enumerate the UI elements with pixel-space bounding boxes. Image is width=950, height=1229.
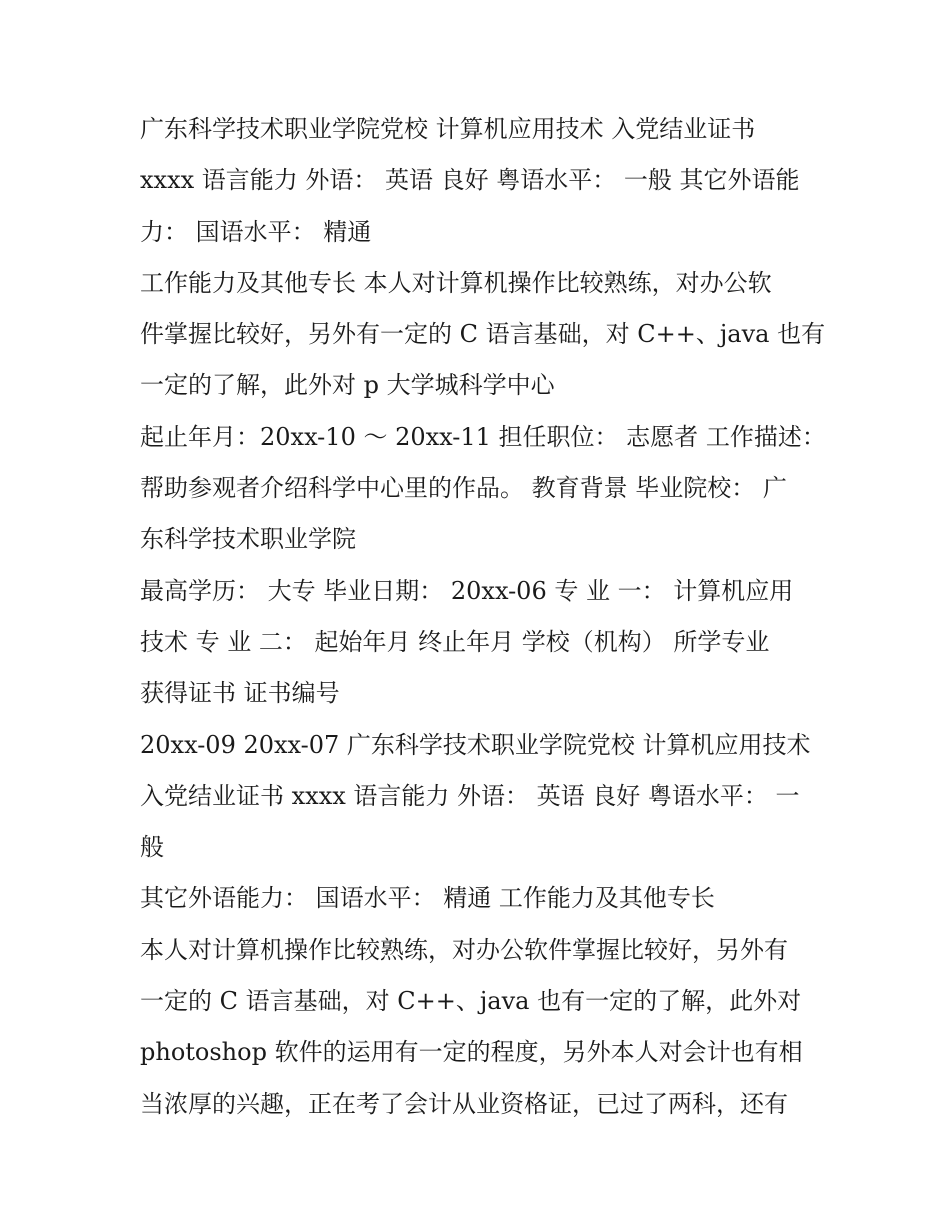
text-line: photoshop 软件的运用有一定的程度，另外本人对会计也有相: [140, 1038, 803, 1067]
text-line: 一定的了解，此外对 p 大学城科学中心: [140, 371, 555, 400]
text-line: 件掌握比较好，另外有一定的 C 语言基础，对 C++、java 也有: [140, 320, 826, 349]
text-line: 入党结业证书 xxxx 语言能力 外语： 英语 良好 粤语水平： 一: [140, 781, 800, 810]
text-line: 东科学技术职业学院: [140, 525, 356, 554]
text-line: 帮助参观者介绍科学中心里的作品。 教育背景 毕业院校： 广: [140, 474, 787, 503]
text-line: 获得证书 证书编号: [140, 679, 340, 708]
text-line: xxxx 语言能力 外语： 英语 良好 粤语水平： 一般 其它外语能: [140, 166, 800, 195]
text-line: 技术 专 业 二： 起始年月 终止年月 学校（机构） 所学专业: [140, 627, 770, 656]
document-body: [140, 104, 830, 1130]
text-line: 最高学历： 大专 毕业日期： 20xx-06 专 业 一： 计算机应用: [140, 576, 794, 605]
text-line: 其它外语能力： 国语水平： 精通 工作能力及其他专长: [140, 884, 715, 913]
text-line: 般: [140, 833, 164, 862]
text-line: 力： 国语水平： 精通: [140, 217, 372, 246]
text-line: 当浓厚的兴趣，正在考了会计从业资格证，已过了两科，还有: [140, 1089, 788, 1118]
text-line: 20xx-09 20xx-07 广东科学技术职业学院党校 计算机应用技术: [140, 730, 811, 759]
text-line: 一定的 C 语言基础，对 C++、java 也有一定的了解，此外对: [140, 987, 802, 1016]
text-line: 起止年月：20xx-10 ～ 20xx-11 担任职位： 志愿者 工作描述：: [140, 422, 826, 451]
text-line: 本人对计算机操作比较熟练，对办公软件掌握比较好，另外有: [140, 935, 788, 964]
text-line: 广东科学技术职业学院党校 计算机应用技术 入党结业证书: [140, 115, 756, 143]
text-line: 工作能力及其他专长 本人对计算机操作比较熟练，对办公软: [140, 268, 772, 297]
